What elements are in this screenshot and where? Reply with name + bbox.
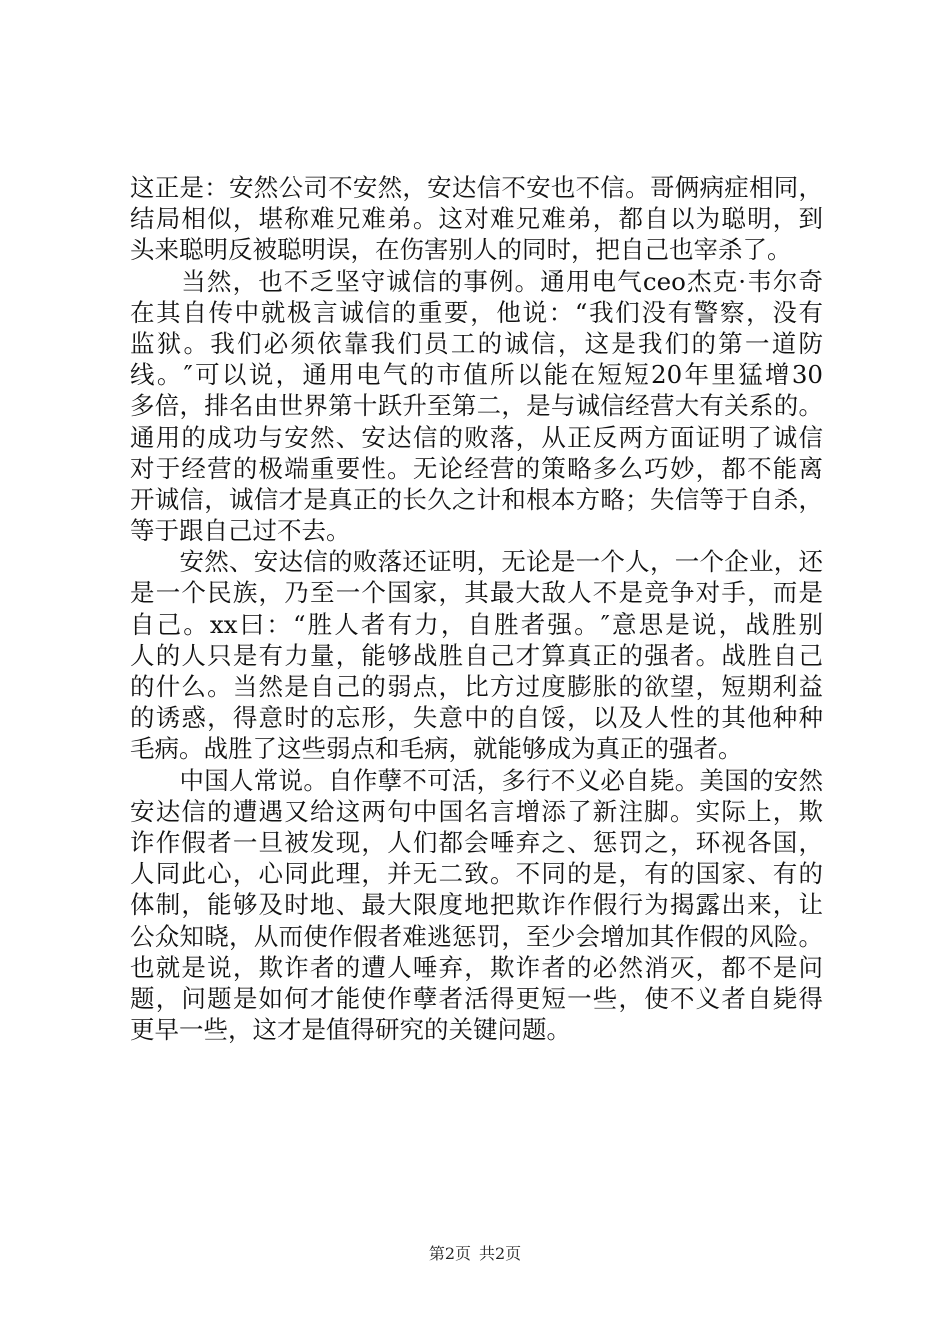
document-body (130, 172, 823, 1045)
text-line: 监狱。我们必须依靠我们员工的诚信，这是我们的第一道防 (130, 328, 823, 358)
text-line: 人的人只是有力量，能够战胜自己才算真正的强者。战胜自己 (130, 640, 823, 670)
text-line: 自己。xx曰：“胜人者有力，自胜者强。″意思是说，战胜别 (130, 609, 823, 639)
page-footer (0, 1244, 950, 1264)
text-line: 当然，也不乏坚守诚信的事例。通用电气ceo杰克·韦尔奇 (130, 266, 823, 296)
text-line: 体制，能够及时地、最大限度地把欺诈作假行为揭露出来，让 (130, 890, 823, 920)
text-line: 头来聪明反被聪明误，在伤害别人的同时，把自己也宰杀了。 (130, 235, 792, 265)
text-line: 线。″可以说，通用电气的市值所以能在短短20年里猛增30 (130, 360, 823, 390)
text-line: 安达信的遭遇又给这两句中国名言增添了新注脚。实际上，欺 (130, 796, 823, 826)
text-line: 更早一些，这才是值得研究的关键问题。 (130, 1015, 571, 1045)
text-line: 是一个民族，乃至一个国家，其最大敌人不是竞争对手，而是 (130, 578, 823, 608)
text-line: 也就是说，欺诈者的遭人唾弃，欺诈者的必然消灭，都不是问 (130, 952, 823, 982)
text-line: 在其自传中就极言诚信的重要，他说：“我们没有警察，没有 (130, 297, 823, 327)
text-line: 安然、安达信的败落还证明，无论是一个人，一个企业，还 (130, 547, 823, 577)
text-line: 开诚信，诚信才是真正的长久之计和根本方略；失信等于自杀， (130, 484, 823, 514)
text-line: 多倍，排名由世界第十跃升至第二，是与诚信经营大有关系的。 (130, 391, 823, 421)
text-line: 毛病。战胜了这些弱点和毛病，就能够成为真正的强者。 (130, 734, 743, 764)
text-line: 通用的成功与安然、安达信的败落，从正反两方面证明了诚信 (130, 422, 823, 452)
text-line: 的什么。当然是自己的弱点，比方过度膨胀的欲望，短期利益 (130, 672, 823, 701)
text-line: 对于经营的极端重要性。无论经营的策略多么巧妙，都不能离 (130, 453, 823, 483)
text-line: 这正是：安然公司不安然，安达信不安也不信。哥俩病症相同， (130, 173, 823, 202)
text-line: 中国人常说。自作孽不可活，多行不义必自毙。美国的安然 (130, 765, 823, 795)
page-total: 共2页 (479, 1244, 522, 1263)
page-number: 第2页 (428, 1244, 471, 1263)
text-line: 的诱惑，得意时的忘形，失意中的自馁，以及人性的其他种种 (130, 703, 823, 733)
text-line: 人同此心，心同此理，并无二致。不同的是，有的国家、有的 (130, 859, 823, 889)
text-line: 等于跟自己过不去。 (130, 516, 351, 546)
text-line: 题，问题是如何才能使作孽者活得更短一些，使不义者自毙得 (130, 983, 823, 1013)
text-line: 结局相似，堪称难兄难弟。这对难兄难弟，都自以为聪明，到 (130, 204, 823, 234)
text-line: 公众知晓，从而使作假者难逃惩罚，至少会增加其作假的风险。 (130, 921, 823, 951)
text-line: 诈作假者一旦被发现，人们都会唾弃之、惩罚之，环视各国， (130, 827, 823, 857)
